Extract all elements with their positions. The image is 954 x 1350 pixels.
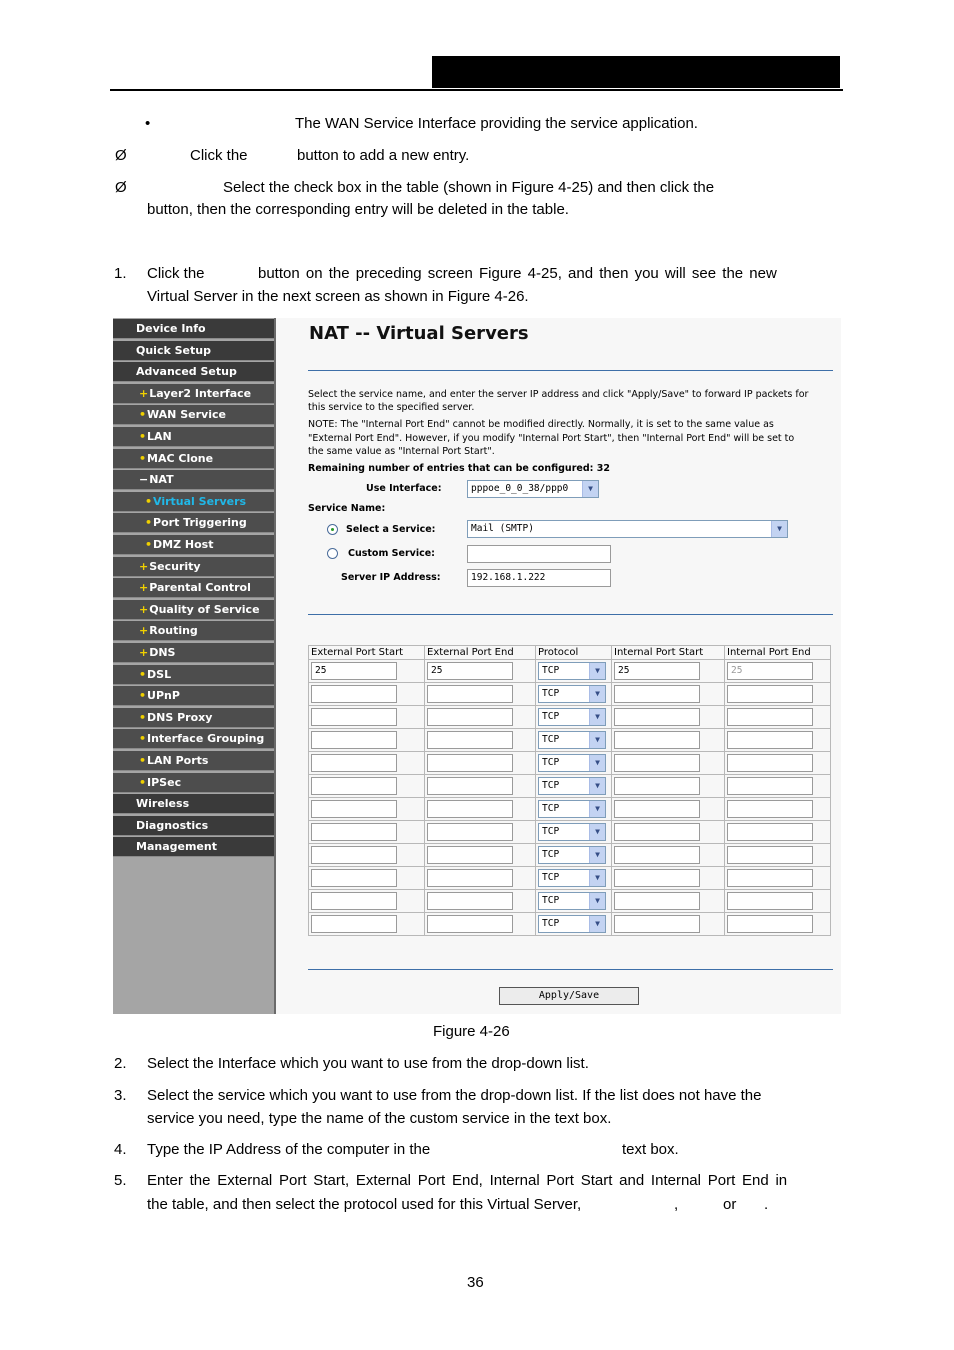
custom-service-input[interactable]	[467, 545, 611, 563]
external-port-end-input[interactable]	[427, 777, 513, 795]
select-service-label: Select a Service:	[346, 524, 436, 535]
internal-port-start-input[interactable]	[614, 915, 700, 933]
step-number: 2.	[114, 1055, 127, 1072]
table-row	[309, 706, 831, 729]
chevron-down-icon: ▼	[589, 824, 605, 840]
step-text: Select the service which you want to use from the drop-down list. If the list does not have the	[147, 1087, 762, 1104]
use-interface-select[interactable]: pppoe_0_0_38/ppp0 ▼	[467, 480, 599, 498]
internal-port-start-input[interactable]	[614, 754, 700, 772]
external-port-end-input[interactable]	[427, 754, 513, 772]
internal-port-end-input	[727, 685, 813, 703]
chevron-down-icon: ▼	[589, 732, 605, 748]
table-row	[309, 683, 831, 706]
sidebar-item-parental-control[interactable]: +Parental Control	[113, 578, 274, 598]
external-port-end-input[interactable]	[427, 800, 513, 818]
protocol-select[interactable]: TCP ▼	[538, 892, 606, 910]
sidebar-item-mac-clone[interactable]: •MAC Clone	[113, 449, 274, 469]
add-text-post: button to add a new entry.	[297, 147, 470, 164]
select-service-radio[interactable]	[327, 524, 338, 535]
table-row	[309, 890, 831, 913]
chevron-down-icon: ▼	[589, 916, 605, 932]
router-screenshot	[113, 318, 841, 1014]
sidebar-item-routing[interactable]: +Routing	[113, 621, 274, 641]
external-port-start-input[interactable]	[311, 869, 397, 887]
table-row	[309, 913, 831, 936]
sidebar-item-device-info[interactable]: Device Info	[113, 319, 274, 339]
service-name-label: Service Name:	[308, 503, 386, 514]
custom-service-radio[interactable]	[327, 548, 338, 559]
protocol-select[interactable]: TCP ▼	[538, 777, 606, 795]
step-text-2: the table, and then select the protocol used for this Virtual Server,	[147, 1196, 582, 1213]
internal-port-start-input[interactable]	[614, 892, 700, 910]
table-row	[309, 775, 831, 798]
chevron-down-icon: ▼	[582, 481, 598, 497]
table-row	[309, 844, 831, 867]
sidebar-item-quality-of-service[interactable]: +Quality of Service	[113, 600, 274, 620]
step-text: Enter the External Port Start, External Port End, Internal Port Start and Internal Port End in	[147, 1172, 788, 1189]
protocol-select[interactable]: TCP ▼	[538, 685, 606, 703]
step1-line2: Virtual Server in the next screen as shown in Figure 4-26.	[147, 288, 529, 305]
external-port-end-input[interactable]	[427, 869, 513, 887]
external-port-start-input[interactable]: 25	[311, 662, 397, 680]
table-row	[309, 821, 831, 844]
chevron-down-icon: ▼	[589, 778, 605, 794]
external-port-end-input[interactable]	[427, 846, 513, 864]
divider	[308, 614, 833, 615]
column-header: External Port End	[425, 646, 536, 660]
internal-port-start-input[interactable]	[614, 846, 700, 864]
sidebar-item-quick-setup[interactable]: Quick Setup	[113, 341, 274, 361]
header-rule	[110, 89, 843, 91]
port-table	[308, 645, 831, 936]
table-row	[309, 660, 831, 683]
table-row	[309, 798, 831, 821]
protocol-select[interactable]: TCP ▼	[538, 869, 606, 887]
sidebar-item-advanced-setup[interactable]: Advanced Setup	[113, 362, 274, 382]
protocol-select[interactable]: TCP ▼	[538, 915, 606, 933]
nat-panel	[276, 318, 841, 1014]
note-2: "External Port End". However, if you modify "Internal Port Start", then "Internal Port End" will be set to	[308, 433, 795, 444]
sidebar-item-ipsec[interactable]: •IPSec	[113, 773, 274, 793]
sidebar-item-management[interactable]: Management	[113, 837, 274, 857]
bullet-text: The WAN Service Interface providing the service application.	[295, 115, 698, 132]
step-number: 5.	[114, 1172, 127, 1189]
internal-port-end-input	[727, 869, 813, 887]
note-3: the same value as "Internal Port Start".	[308, 446, 495, 457]
internal-port-start-input[interactable]	[614, 777, 700, 795]
description-2: this service to the specified server.	[308, 402, 475, 413]
remove-text-2: button, then the corresponding entry will be deleted in the table.	[147, 201, 569, 218]
sidebar-item-dsl[interactable]: •DSL	[113, 665, 274, 685]
arrow-icon: Ø	[115, 179, 127, 196]
step-text: Type the IP Address of the computer in the	[147, 1141, 431, 1158]
internal-port-end-input	[727, 708, 813, 726]
internal-port-start-input[interactable]: 25	[614, 662, 700, 680]
step-text-or: or	[723, 1196, 737, 1213]
external-port-end-input[interactable]	[427, 823, 513, 841]
server-ip-input[interactable]: 192.168.1.222	[467, 569, 611, 587]
sidebar-item-port-triggering[interactable]: •Port Triggering	[113, 513, 274, 533]
sidebar-item-interface-grouping[interactable]: •Interface Grouping	[113, 729, 274, 749]
chevron-down-icon: ▼	[589, 663, 605, 679]
external-port-start-input[interactable]	[311, 823, 397, 841]
external-port-start-input[interactable]	[311, 777, 397, 795]
external-port-end-input[interactable]: 25	[427, 662, 513, 680]
description: Select the service name, and enter the server IP address and click "Apply/Save" to forward IP packets for	[308, 389, 809, 400]
protocol-select[interactable]: TCP ▼	[538, 823, 606, 841]
custom-service-label: Custom Service:	[348, 548, 435, 559]
sidebar-item-wan-service[interactable]: •WAN Service	[113, 405, 274, 425]
sidebar-item-dns-proxy[interactable]: •DNS Proxy	[113, 708, 274, 728]
internal-port-end-input	[727, 823, 813, 841]
protocol-select[interactable]: TCP ▼	[538, 846, 606, 864]
sidebar-item-dmz-host[interactable]: •DMZ Host	[113, 535, 274, 555]
column-header: Internal Port Start	[612, 646, 725, 660]
external-port-start-input[interactable]	[311, 800, 397, 818]
internal-port-start-input[interactable]	[614, 869, 700, 887]
internal-port-start-input[interactable]	[614, 685, 700, 703]
chevron-down-icon: ▼	[589, 801, 605, 817]
external-port-start-input[interactable]	[311, 708, 397, 726]
internal-port-end-input: 25	[727, 662, 813, 680]
external-port-end-input[interactable]	[427, 915, 513, 933]
sidebar-item-layer2-interface[interactable]: +Layer2 Interface	[113, 384, 274, 404]
server-ip-label: Server IP Address:	[341, 572, 441, 583]
table-row	[309, 729, 831, 752]
internal-port-end-input	[727, 754, 813, 772]
chevron-down-icon: ▼	[589, 755, 605, 771]
step-text: Select the Interface which you want to use from the drop-down list.	[147, 1055, 589, 1072]
internal-port-start-input[interactable]	[614, 823, 700, 841]
arrow-icon: Ø	[115, 147, 127, 164]
external-port-start-input[interactable]	[311, 754, 397, 772]
sidebar-item-upnp[interactable]: •UPnP	[113, 686, 274, 706]
step-number: 4.	[114, 1141, 127, 1158]
step-number: 3.	[114, 1087, 127, 1104]
divider	[308, 370, 833, 371]
external-port-start-input[interactable]	[311, 892, 397, 910]
divider	[308, 969, 833, 970]
internal-port-end-input	[727, 800, 813, 818]
protocol-select[interactable]: TCP ▼	[538, 800, 606, 818]
remaining-entries: Remaining number of entries that can be configured: 32	[308, 463, 610, 474]
step-text-post: text box.	[622, 1141, 679, 1158]
service-select[interactable]: Mail (SMTP) ▼	[467, 520, 788, 538]
step1-pre: Click the	[147, 265, 205, 282]
sidebar-item-dns[interactable]: +DNS	[113, 643, 274, 663]
chevron-down-icon: ▼	[589, 870, 605, 886]
sidebar	[113, 318, 274, 1014]
sidebar-item-lan-ports[interactable]: •LAN Ports	[113, 751, 274, 771]
column-header: Internal Port End	[725, 646, 831, 660]
external-port-end-input[interactable]	[427, 731, 513, 749]
sidebar-item-nat[interactable]: −NAT	[113, 470, 274, 490]
page-title: NAT -- Virtual Servers	[309, 323, 529, 344]
step-text-period: .	[764, 1196, 769, 1213]
chevron-down-icon: ▼	[589, 686, 605, 702]
internal-port-end-input	[727, 892, 813, 910]
internal-port-start-input[interactable]	[614, 731, 700, 749]
figure-caption: Figure 4-26	[433, 1023, 510, 1040]
chevron-down-icon: ▼	[771, 521, 787, 537]
step-text-comma: ,	[674, 1196, 679, 1213]
chevron-down-icon: ▼	[589, 893, 605, 909]
step1-post: button on the preceding screen Figure 4-25, and then you will see the new	[258, 265, 777, 282]
external-port-end-input[interactable]	[427, 708, 513, 726]
add-text-pre: Click the	[190, 147, 248, 164]
internal-port-start-input[interactable]	[614, 800, 700, 818]
header-bar	[432, 56, 840, 88]
note-1: NOTE: The "Internal Port End" cannot be modified directly. Normally, it is set to the same value as	[308, 419, 774, 430]
step-number: 1.	[114, 265, 127, 282]
internal-port-end-input	[727, 731, 813, 749]
internal-port-start-input[interactable]	[614, 708, 700, 726]
external-port-end-input[interactable]	[427, 685, 513, 703]
external-port-start-input[interactable]	[311, 846, 397, 864]
protocol-select[interactable]: TCP ▼	[538, 708, 606, 726]
column-header: Protocol	[536, 646, 612, 660]
table-row	[309, 867, 831, 890]
use-interface-label: Use Interface:	[366, 483, 442, 494]
apply-save-button[interactable]: Apply/Save	[499, 987, 639, 1005]
protocol-select[interactable]: TCP ▼	[538, 662, 606, 680]
bullet-symbol: •	[145, 115, 151, 132]
column-header: External Port Start	[309, 646, 425, 660]
step-text-2: service you need, type the name of the custom service in the text box.	[147, 1110, 612, 1127]
external-port-start-input[interactable]	[311, 731, 397, 749]
page-number: 36	[467, 1274, 484, 1291]
sidebar-item-security[interactable]: +Security	[113, 557, 274, 577]
remove-text: Select the check box in the table (shown in Figure 4-25) and then click the	[223, 179, 715, 196]
chevron-down-icon: ▼	[589, 709, 605, 725]
protocol-select[interactable]: TCP ▼	[538, 731, 606, 749]
internal-port-end-input	[727, 777, 813, 795]
external-port-start-input[interactable]	[311, 915, 397, 933]
table-header-row	[309, 646, 831, 660]
sidebar-item-virtual-servers[interactable]: •Virtual Servers	[113, 492, 274, 512]
table-row	[309, 752, 831, 775]
internal-port-end-input	[727, 846, 813, 864]
chevron-down-icon: ▼	[589, 847, 605, 863]
protocol-select[interactable]: TCP ▼	[538, 754, 606, 772]
sidebar-item-diagnostics[interactable]: Diagnostics	[113, 816, 274, 836]
sidebar-item-lan[interactable]: •LAN	[113, 427, 274, 447]
sidebar-item-wireless[interactable]: Wireless	[113, 794, 274, 814]
external-port-start-input[interactable]	[311, 685, 397, 703]
internal-port-end-input	[727, 915, 813, 933]
external-port-end-input[interactable]	[427, 892, 513, 910]
